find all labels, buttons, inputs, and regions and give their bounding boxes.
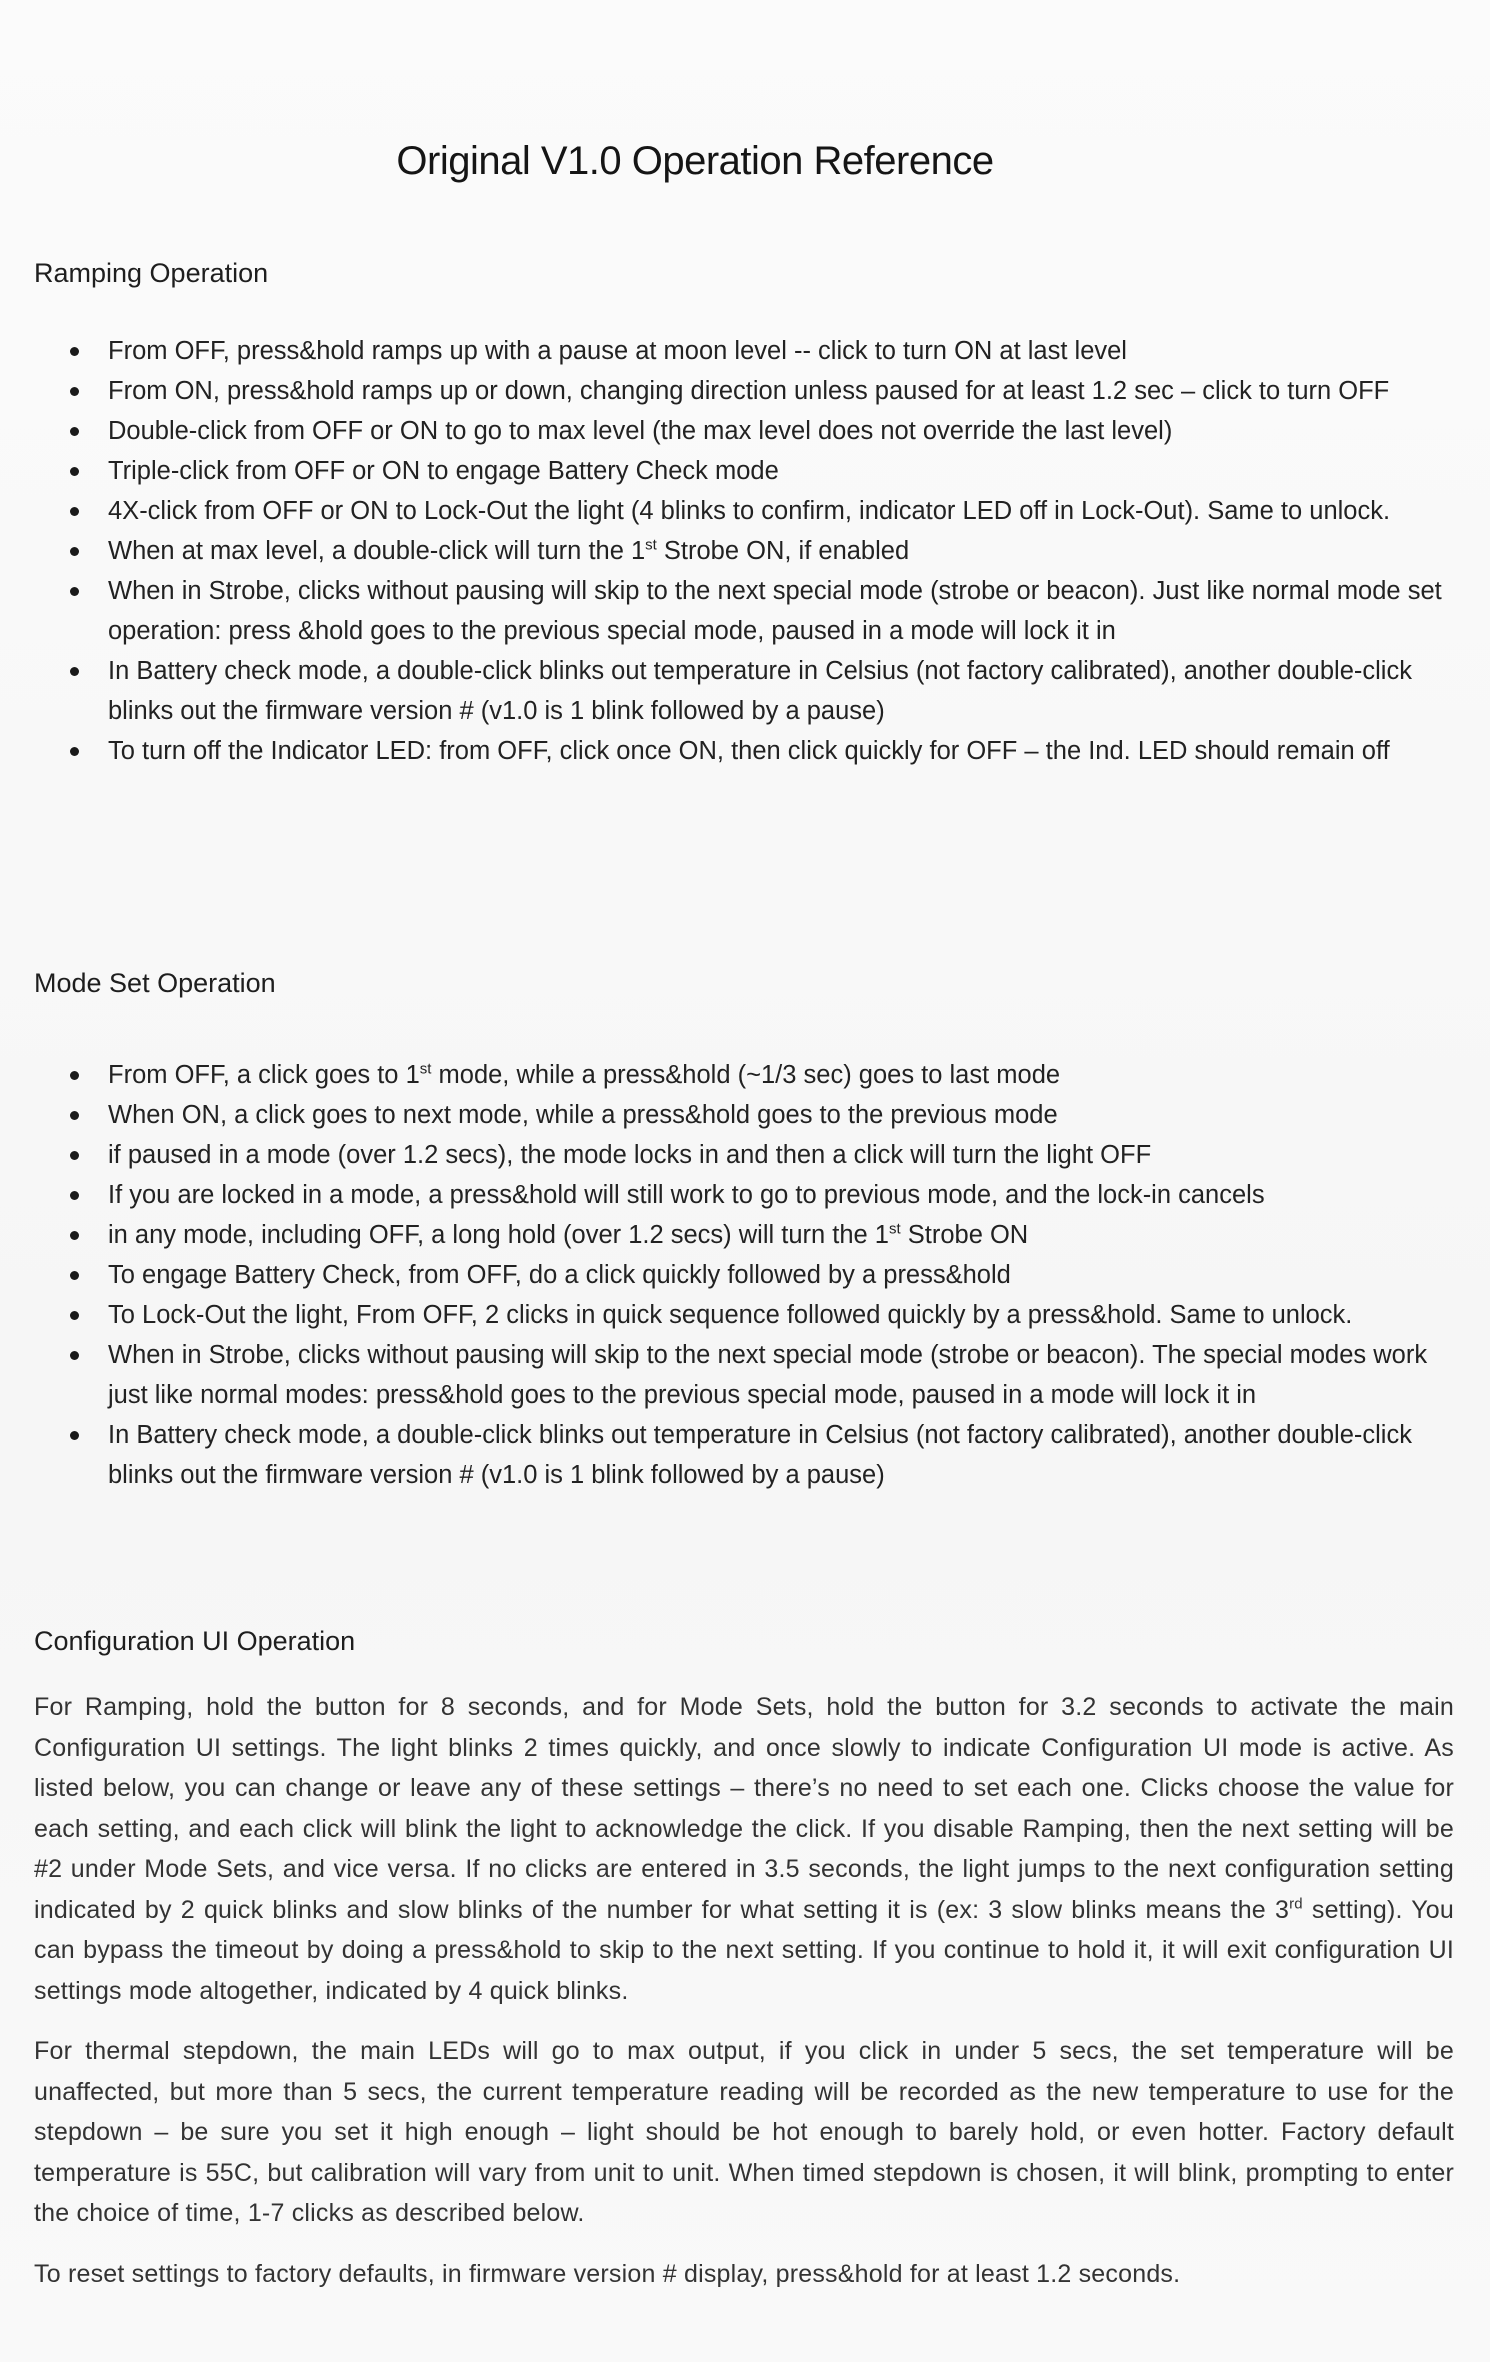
list-item: When in Strobe, clicks without pausing will skip to the next special mode (strobe or beacon). The special modes work just like normal modes: press&hold goes to the previous special mode, paused in a mode will lock it in	[34, 1335, 1454, 1415]
config-section	[34, 1626, 1454, 2314]
list-item: if paused in a mode (over 1.2 secs), the mode locks in and then a click will turn the light OFF	[34, 1135, 1454, 1175]
config-heading: Configuration UI Operation	[34, 1626, 356, 1656]
list-item: In Battery check mode, a double-click blinks out temperature in Celsius (not factory calibrated), another double-click blinks out the firmware version # (v1.0 is 1 blink followed by a pause)	[34, 1415, 1454, 1495]
list-item: From ON, press&hold ramps up or down, changing direction unless paused for at least 1.2 sec – click to turn OFF	[34, 371, 1454, 411]
ramping-heading: Ramping Operation	[34, 258, 269, 288]
modeset-list	[34, 1055, 1454, 1495]
list-item: Triple-click from OFF or ON to engage Battery Check mode	[34, 451, 1454, 491]
config-paragraph-2: For thermal stepdown, the main LEDs will go to max output, if you click in under 5 secs, the set temperature will be unaffected, but more than 5 secs, the current temperature reading will be recorded as the new temperature to use for the stepdown – be sure you set it high enough – light should be hot enough to barely hold, or even hotter. Factory default temperature is 55C, but calibration will vary from unit to unit. When timed stepdown is chosen, it will blink, prompting to enter the choice of time, 1-7 clicks as described below.	[34, 2037, 1454, 2227]
list-item: In Battery check mode, a double-click blinks out temperature in Celsius (not factory calibrated), another double-click blinks out the firmware version # (v1.0 is 1 blink followed by a pause)	[34, 651, 1454, 731]
list-item: 4X-click from OFF or ON to Lock-Out the light (4 blinks to confirm, indicator LED off in Lock-Out). Same to unlock.	[34, 491, 1454, 531]
list-item: To turn off the Indicator LED: from OFF, click once ON, then click quickly for OFF – the Ind. LED should remain off	[34, 731, 1454, 771]
list-item: Double-click from OFF or ON to go to max level (the max level does not override the last level)	[34, 411, 1454, 451]
config-paragraph-3: To reset settings to factory defaults, in firmware version # display, press&hold for at least 1.2 seconds.	[34, 2259, 1181, 2288]
list-item: To engage Battery Check, from OFF, do a click quickly followed by a press&hold	[34, 1255, 1454, 1295]
config-paragraph-1: For Ramping, hold the button for 8 seconds, and for Mode Sets, hold the button for 3.2 seconds to activate the main Configuration UI settings. The light blinks 2 times quickly, and once slowly to indicate Configuration UI mode is active. As listed below, you can change or leave any of these settings – there’s no need to set each one. Clicks choose the value for each setting, and each click will blink the light to acknowledge the click. If you disable Ramping, then the next setting will be #2 under Mode Sets, and vice versa. If no clicks are entered in 3.5 seconds, the light jumps to the next configuration setting indicated by 2 quick blinks and slow blinks of the number for what setting it is (ex: 3 slow blinks means the 3rd setting). You can bypass the timeout by doing a press&hold to skip to the next setting. If you continue to hold it, it will exit configuration UI settings mode altogether, indicated by 4 quick blinks.	[34, 1693, 1455, 2005]
list-item: When in Strobe, clicks without pausing will skip to the next special mode (strobe or beacon). Just like normal mode set operation: press &hold goes to the previous special mode, paused in a mode will lock it in	[34, 571, 1454, 651]
modeset-section	[34, 968, 1454, 1495]
list-item: If you are locked in a mode, a press&hold will still work to go to previous mode, and the lock-in cancels	[34, 1175, 1454, 1215]
ramping-section	[34, 258, 1454, 771]
ramping-list	[34, 331, 1454, 771]
list-item: in any mode, including OFF, a long hold (over 1.2 secs) will turn the 1st Strobe ON	[34, 1215, 1454, 1255]
modeset-heading: Mode Set Operation	[34, 968, 276, 998]
list-item: To Lock-Out the light, From OFF, 2 clicks in quick sequence followed quickly by a press&hold. Same to unlock.	[34, 1295, 1454, 1335]
list-item: When ON, a click goes to next mode, while a press&hold goes to the previous mode	[34, 1095, 1454, 1135]
page-title: Original V1.0 Operation Reference	[396, 138, 994, 183]
list-item: When at max level, a double-click will turn the 1st Strobe ON, if enabled	[34, 531, 1454, 571]
list-item: From OFF, a click goes to 1st mode, while a press&hold (~1/3 sec) goes to last mode	[34, 1055, 1454, 1095]
list-item: From OFF, press&hold ramps up with a pause at moon level -- click to turn ON at last level	[34, 331, 1454, 371]
